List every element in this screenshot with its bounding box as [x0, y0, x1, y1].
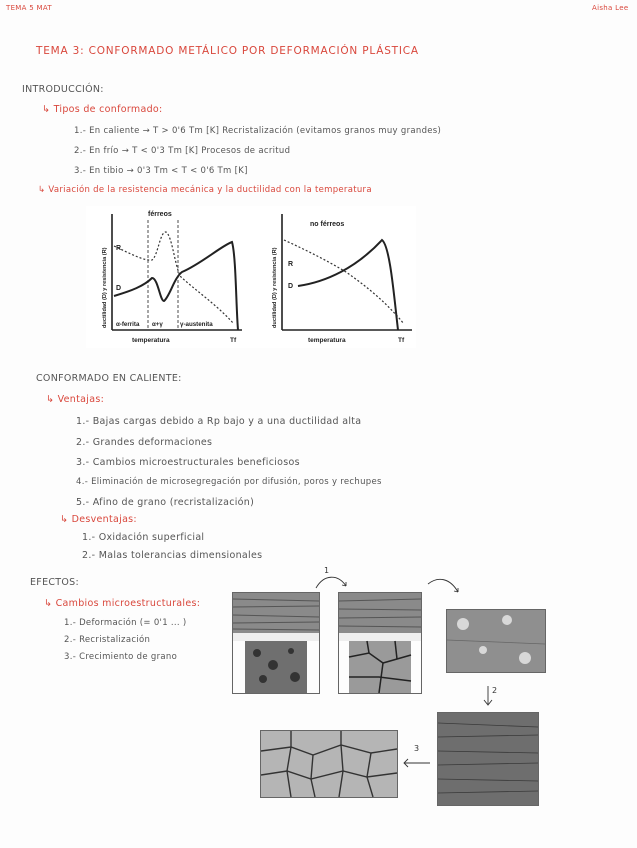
header-left: TEMA 5 MAT — [6, 4, 52, 12]
region-label: γ-austenita — [180, 321, 213, 328]
desventaja-item: 1.- Oxidación superficial — [82, 532, 205, 543]
tipo-item: 3.- En tibio → 0'3 Tm < T < 0'6 Tm [K] — [74, 166, 248, 176]
intro-heading: INTRODUCCIÓN: — [22, 84, 104, 95]
ventaja-item: 1.- Bajas cargas debido a Rp bajo y a una ductilidad alta — [76, 416, 362, 427]
cambios-heading: ↳ Cambios microestructurales: — [44, 598, 201, 609]
micrograph-recrystallization — [338, 592, 422, 694]
arrow-left — [402, 758, 432, 768]
ventaja-item: 3.- Cambios microestructurales beneficiosos — [76, 457, 300, 468]
x-axis-label: temperatura — [308, 337, 346, 344]
variacion-heading: ↳ Variación de la resistencia mecánica y la ductilidad con la temperatura — [38, 185, 372, 195]
tipos-heading: ↳ Tipos de conformado: — [42, 104, 163, 115]
micrograph-grain-growth — [446, 609, 546, 673]
efectos-heading: EFECTOS: — [30, 577, 80, 588]
y-axis-label: ductilidad (D) y resistencia (R) — [102, 247, 108, 328]
page-title: TEMA 3: CONFORMADO METÁLICO POR DEFORMACIÓN PLÁSTICA — [36, 45, 419, 57]
micrograph-deformation — [232, 592, 320, 694]
cambio-item: 3.- Crecimiento de grano — [64, 652, 178, 662]
ventaja-item: 5.- Afino de grano (recristalización) — [76, 497, 255, 508]
tipo-item: 2.- En frío → T < 0'3 Tm [K] Procesos de acritud — [74, 146, 291, 156]
region-label: α+γ — [152, 321, 163, 328]
header-right: Aisha Lee — [592, 4, 629, 12]
ventajas-heading: ↳ Ventajas: — [46, 394, 105, 405]
arrow-label-3: 3 — [414, 744, 420, 753]
series-label-r: R — [116, 245, 122, 252]
micrograph-deformed-structure — [437, 712, 539, 806]
series-label-d: D — [288, 283, 294, 290]
arrow-label-1: 1 — [324, 566, 330, 575]
desventaja-item: 2.- Malas tolerancias dimensionales — [82, 550, 263, 561]
ventaja-item: 2.- Grandes deformaciones — [76, 437, 213, 448]
caliente-heading: CONFORMADO EN CALIENTE: — [36, 373, 182, 384]
x-end-label: Tf — [398, 337, 405, 344]
x-end-label: Tf — [230, 337, 237, 344]
chart-title: no férreos — [310, 221, 345, 228]
tipo-item: 1.- En caliente → T > 0'6 Tm [K] Recristalización (evitamos granos muy grandes) — [74, 126, 442, 136]
arrow-1 — [312, 568, 352, 594]
arrow-2 — [424, 576, 464, 602]
series-label-r: R — [288, 261, 294, 268]
cambio-item: 1.- Deformación (= 0'1 ... ) — [64, 618, 187, 628]
region-label: α-ferrita — [116, 321, 140, 328]
series-label-d: D — [116, 285, 122, 292]
y-axis-label: ductilidad (D) y resistencia (R) — [272, 247, 278, 328]
ferreos-chart — [86, 206, 416, 348]
arrow-label-2: 2 — [492, 686, 498, 695]
x-axis-label: temperatura — [132, 337, 170, 344]
ventaja-item: 4.- Eliminación de microsegregación por difusión, poros y rechupes — [76, 477, 382, 487]
cambio-item: 2.- Recristalización — [64, 635, 151, 645]
desventajas-heading: ↳ Desventajas: — [60, 514, 137, 525]
micrograph-grain-structure — [260, 730, 398, 798]
chart-title: férreos — [148, 211, 172, 218]
